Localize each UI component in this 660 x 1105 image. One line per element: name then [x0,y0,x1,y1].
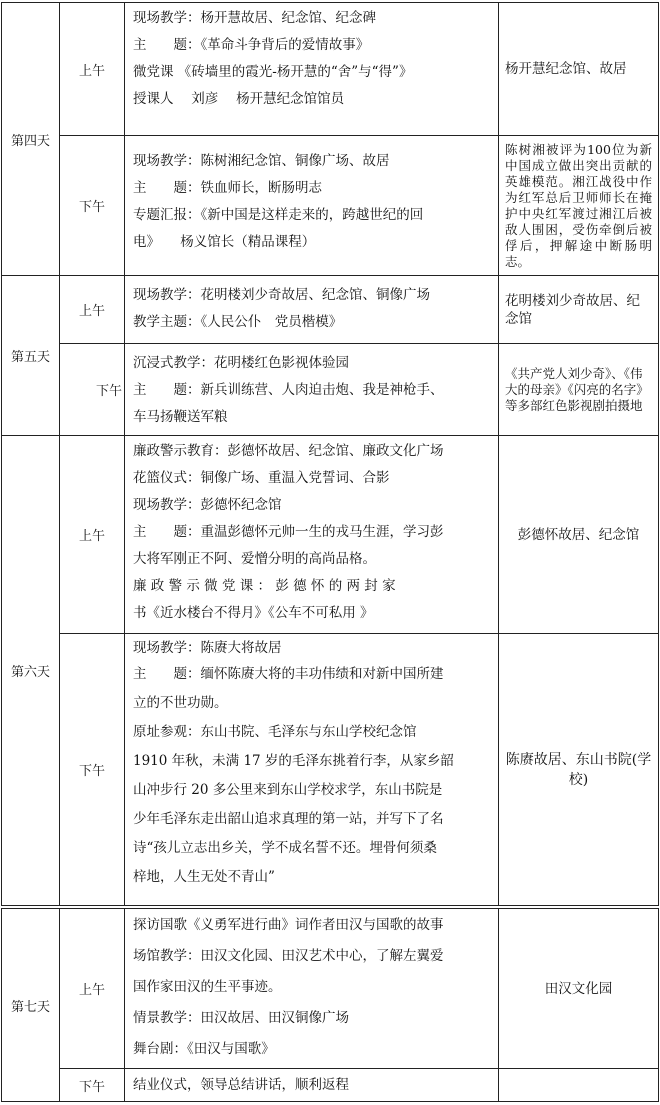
half-day-label: 上午 [60,909,125,1069]
location-cell: 花明楼刘少奇故居、纪念馆 [499,276,659,344]
half-day-label: 上午 [60,276,125,344]
activity-line: 主 题：铁血师长，断肠明志 [133,180,322,196]
activity-line: 花篮仪式：铜像广场、重温入党誓词、合影 [133,470,390,486]
activity-line: 专题汇报：《新中国是这样走来的，跨越世纪的回 [133,207,424,223]
schedule-table-part-2 [1,908,659,1102]
location-cell: 田汉文化园 [499,909,659,1069]
activity-line: 大将军刚正不阿、爱憎分明的高尚品格。 [133,551,376,567]
activity-line: 山冲步行 20 多公里来到东山学校求学，东山书院是 [133,782,443,798]
activity-line: 现场教学：彭德怀纪念馆 [133,497,282,513]
activity-line: 主 题：缅怀陈赓大将的丰功伟绩和对新中国所建 [133,666,444,682]
activity-cell [125,136,499,276]
activity-line: 现场教学：杨开慧故居、纪念馆、纪念碑 [133,10,376,26]
day-label: 第四天 [2,3,60,276]
activity-line: 诗“孩儿立志出乡关，学不成名誓不还。埋骨何须桑 [133,840,437,856]
activity-line: 廉 政 警 示 微 党 课 ： 彭 德 怀 的 两 封 家 [133,578,396,594]
activity-line: 廉政警示教育：彭德怀故居、纪念馆、廉政文化广场 [133,443,444,459]
half-day-label: 上午 [60,436,125,634]
day-label: 第七天 [2,909,60,1102]
activity-line: 主 题：重温彭德怀元帅一生的戎马生涯，学习彭 [133,524,444,540]
activity-line: 电》 杨义馆长（精品课程） [133,234,316,250]
activity-line: 探访国歌《义勇军进行曲》词作者田汉与国歌的故事 [133,917,444,933]
location-cell: 彭德怀故居、纪念馆 [499,436,659,634]
location-cell [499,1069,659,1102]
activity-line: 沉浸式教学：花明楼红色影视体验园 [133,355,349,371]
activity-cell [125,909,499,1069]
activity-cell [125,3,499,136]
activity-line: 情景教学：田汉故居、田汉铜像广场 [133,1010,349,1026]
table-row [2,3,659,136]
half-day-label: 上午 [60,3,125,136]
activity-line: 梓地，人生无处不青山” [133,869,275,885]
location-cell: 《共产党人刘少奇》、《伟大的母亲》《闪亮的名字》等多部红色影视剧拍摄地 [499,344,659,436]
table-row [2,276,659,344]
half-day-label: 下午 [60,1069,125,1102]
activity-line: 微党课 《砖墙里的霞光-杨开慧的“舍”与“得”》 [133,64,413,80]
activity-line: 授课人 刘彦 杨开慧纪念馆馆员 [133,91,345,107]
location-cell: 杨开慧纪念馆、故居 [499,3,659,136]
activity-line: 车马扬鞭送军粮 [133,409,228,425]
activity-line: 主 题：新兵训练营、人肉迫击炮、我是神枪手、 [133,382,444,398]
table-row [2,436,659,634]
half-day-label: 下午 [60,634,125,906]
activity-line: 现场教学：花明楼刘少奇故居、纪念馆、铜像广场 [133,287,430,303]
table-row [2,909,659,1069]
activity-cell [125,276,499,344]
activity-line: 少年毛泽东走出韶山追求真理的第一站，并写下了名 [133,811,444,827]
table-row [2,136,659,276]
activity-line: 现场教学：陈赓大将故居 [133,640,282,656]
half-day-label: 下午 [60,344,125,436]
table-row [2,344,659,436]
half-day-label: 下午 [60,136,125,276]
table-row [2,634,659,906]
activity-cell [125,634,499,906]
activity-line: 原址参观：东山书院、毛泽东与东山学校纪念馆 [133,724,417,740]
location-cell: 陈树湘被评为100位为新中国成立做出突出贡献的英雄模范。湘江战役中作为红军总后卫师师长在掩护中央红军渡过湘江后被敌人围困，受伤牵倒后被俘后，押解途中断肠明志。 [499,136,659,276]
activity-line: 立的不世功勋。 [133,695,228,711]
day-label: 第六天 [2,436,60,906]
schedule-table-part-1 [1,2,659,906]
activity-line: 1910 年秋，未满 17 岁的毛泽东挑着行李，从家乡韶 [133,753,454,769]
table-row [2,1069,659,1102]
activity-line: 书《近水楼台不得月》《公车不可私用 》 [133,605,374,621]
day-label: 第五天 [2,276,60,436]
activity-cell [125,436,499,634]
location-cell: 陈赓故居、东山书院(学校) [499,634,659,906]
activity-line: 结业仪式，领导总结讲话，顺利返程 [133,1076,349,1093]
activity-line: 教学主题：《人民公仆 党员楷模》 [133,314,343,330]
activity-line: 现场教学：陈树湘纪念馆、铜像广场、故居 [133,153,390,169]
activity-line: 舞台剧：《田汉与国歌》 [133,1041,275,1057]
activity-cell [125,344,499,436]
activity-cell [125,1069,499,1102]
activity-line: 国作家田汉的生平事迹。 [133,979,282,995]
activity-line: 主 题：《革命斗争背后的爱情故事》 [133,37,370,53]
activity-line: 场馆教学：田汉文化园、田汉艺术中心，了解左翼爱 [133,948,444,964]
